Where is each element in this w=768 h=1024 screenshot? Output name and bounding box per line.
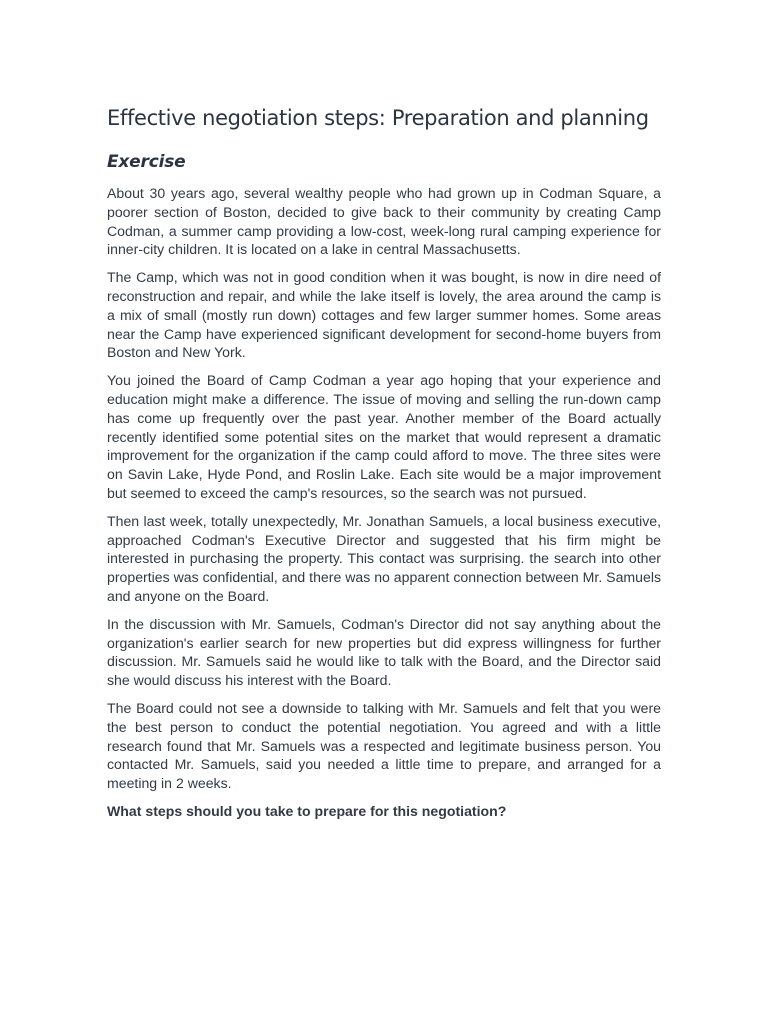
- paragraph-director-discussion: In the discussion with Mr. Samuels, Codman's Director did not say anything about the organization's earlier search for new properties but did express willingness for further discussion. Mr. Samuels said he would like to talk with the Board, and the Director said she would discuss his interest with the Board.: [107, 615, 661, 689]
- paragraph-board-search: You joined the Board of Camp Codman a year ago hoping that your experience and education might make a difference. The issue of moving and selling the run-down camp has come up frequently over the past year. Another member of the Board actually recently identified some potential sites on the market that would represent a dramatic improvement for the organization if the camp could afford to move. The three sites were on Savin Lake, Hyde Pond, and Roslin Lake. Each site would be a major improvement but seemed to exceed the camp's resources, so the search was not pursued.: [107, 372, 661, 501]
- paragraph-samuels-approach: Then last week, totally unexpectedly, Mr. Jonathan Samuels, a local business executive, approached Codman's Executive Director and suggested that his firm might be interested in purchasing the property. This contact was surprising. the search into other properties was confidential, and there was no apparent connection between Mr. Samuels and anyone on the Board.: [107, 512, 661, 604]
- paragraph-background: About 30 years ago, several wealthy people who had grown up in Codman Square, a poorer section of Boston, decided to give back to their community by creating Camp Codman, a summer camp providing a low-cost, week-long rural camping experience for inner-city children. It is located on a lake in central Massachusetts.: [107, 185, 661, 258]
- paragraph-camp-condition: The Camp, which was not in good condition when it was bought, is now in dire need of reconstruction and repair, and while the lake itself is lovely, the area around the camp is a mix of small (mostly run down) cottages and few larger summer homes. Some areas near the Camp have experienced significant development for second-home buyers from Boston and New York.: [107, 269, 661, 361]
- exercise-question: What steps should you take to prepare for this negotiation?: [107, 802, 507, 819]
- document-page: [107, 102, 661, 821]
- paragraph-board-decision: The Board could not see a downside to talking with Mr. Samuels and felt that you were the best person to conduct the potential negotiation. You agreed and with a little research found that Mr. Samuels was a respected and legitimate business person. You contacted Mr. Samuels, said you needed a little time to prepare, and arranged for a meeting in 2 weeks.: [107, 699, 661, 792]
- page-title: Effective negotiation steps: Preparation and planning: [107, 106, 649, 130]
- page-subtitle: Exercise: [107, 152, 186, 172]
